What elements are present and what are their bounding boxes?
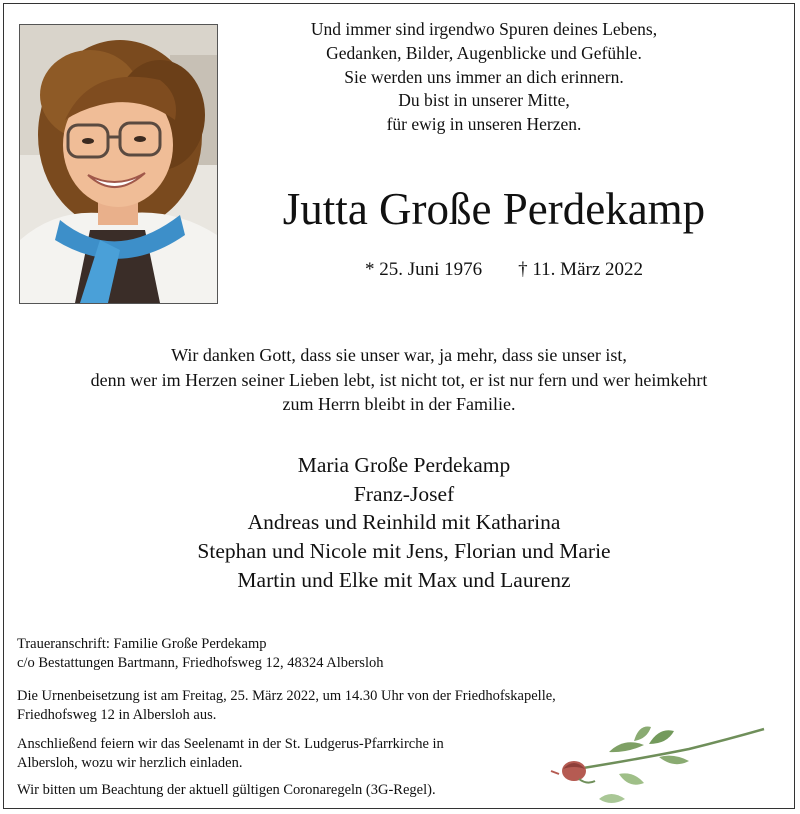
requiem-mass-info (17, 735, 444, 773)
mass-line: Anschließend feiern wir das Seelenamt in der St. Ludgerus-Pfarrkirche in (17, 736, 444, 752)
mourning-family (104, 451, 704, 595)
urn-burial-info (17, 687, 556, 725)
poem-line: Sie werden uns immer an dich erinnern. (344, 66, 624, 87)
thanks-line: zum Herrn bleibt in der Familie. (282, 394, 516, 414)
burial-line: Die Urnenbeisetzung ist am Freitag, 25. März 2022, um 14.30 Uhr von der Friedhofskapelle, (17, 688, 556, 704)
address-line: Traueranschrift: Familie Große Perdekamp (17, 636, 267, 652)
portrait-image (20, 25, 217, 303)
thanks-line: Wir danken Gott, dass sie unser war, ja mehr, dass sie unser ist, (171, 345, 627, 365)
poem-line: Und immer sind irgendwo Spuren deines Lebens, (310, 19, 658, 39)
death-date: † 11. März 2022 (518, 259, 644, 280)
burial-line: Friedhofsweg 12 in Albersloh aus. (17, 707, 217, 723)
family-line: Andreas und Reinhild mit Katharina (247, 510, 561, 535)
family-line: Franz-Josef (353, 481, 455, 506)
poem-line: für ewig in unseren Herzen. (386, 114, 582, 135)
obituary-notice (3, 3, 795, 809)
rose-illustration (549, 719, 769, 807)
family-line: Maria Große Perdekamp (297, 453, 511, 477)
mourning-address (17, 635, 383, 673)
birth-date: * 25. Juni 1976 (364, 259, 483, 280)
address-line: c/o Bestattungen Bartmann, Friedhofsweg 12, 48324 Albersloh (17, 655, 384, 671)
poem-line: Du bist in unserer Mitte, (398, 90, 570, 111)
deceased-name: Jutta Große Perdekamp (282, 184, 706, 234)
mass-line: Albersloh, wozu wir herzlich einladen. (17, 755, 243, 771)
thanks-verse (24, 343, 774, 417)
thanks-line: denn wer im Herzen seiner Lieben lebt, ist nicht tot, er ist nur fern und wer heimkehrt (90, 369, 708, 390)
poem-line: Gedanken, Bilder, Augenblicke und Gefühle. (326, 42, 642, 63)
life-dates (304, 258, 704, 282)
family-line: Martin und Elke mit Max und Laurenz (237, 567, 571, 592)
portrait-photo (19, 24, 218, 304)
family-line: Stephan und Nicole mit Jens, Florian und Marie (197, 539, 611, 564)
memorial-poem (284, 18, 684, 137)
covid-rules-note: Wir bitten um Beachtung der aktuell gültigen Coronaregeln (3G-Regel). (17, 782, 436, 798)
